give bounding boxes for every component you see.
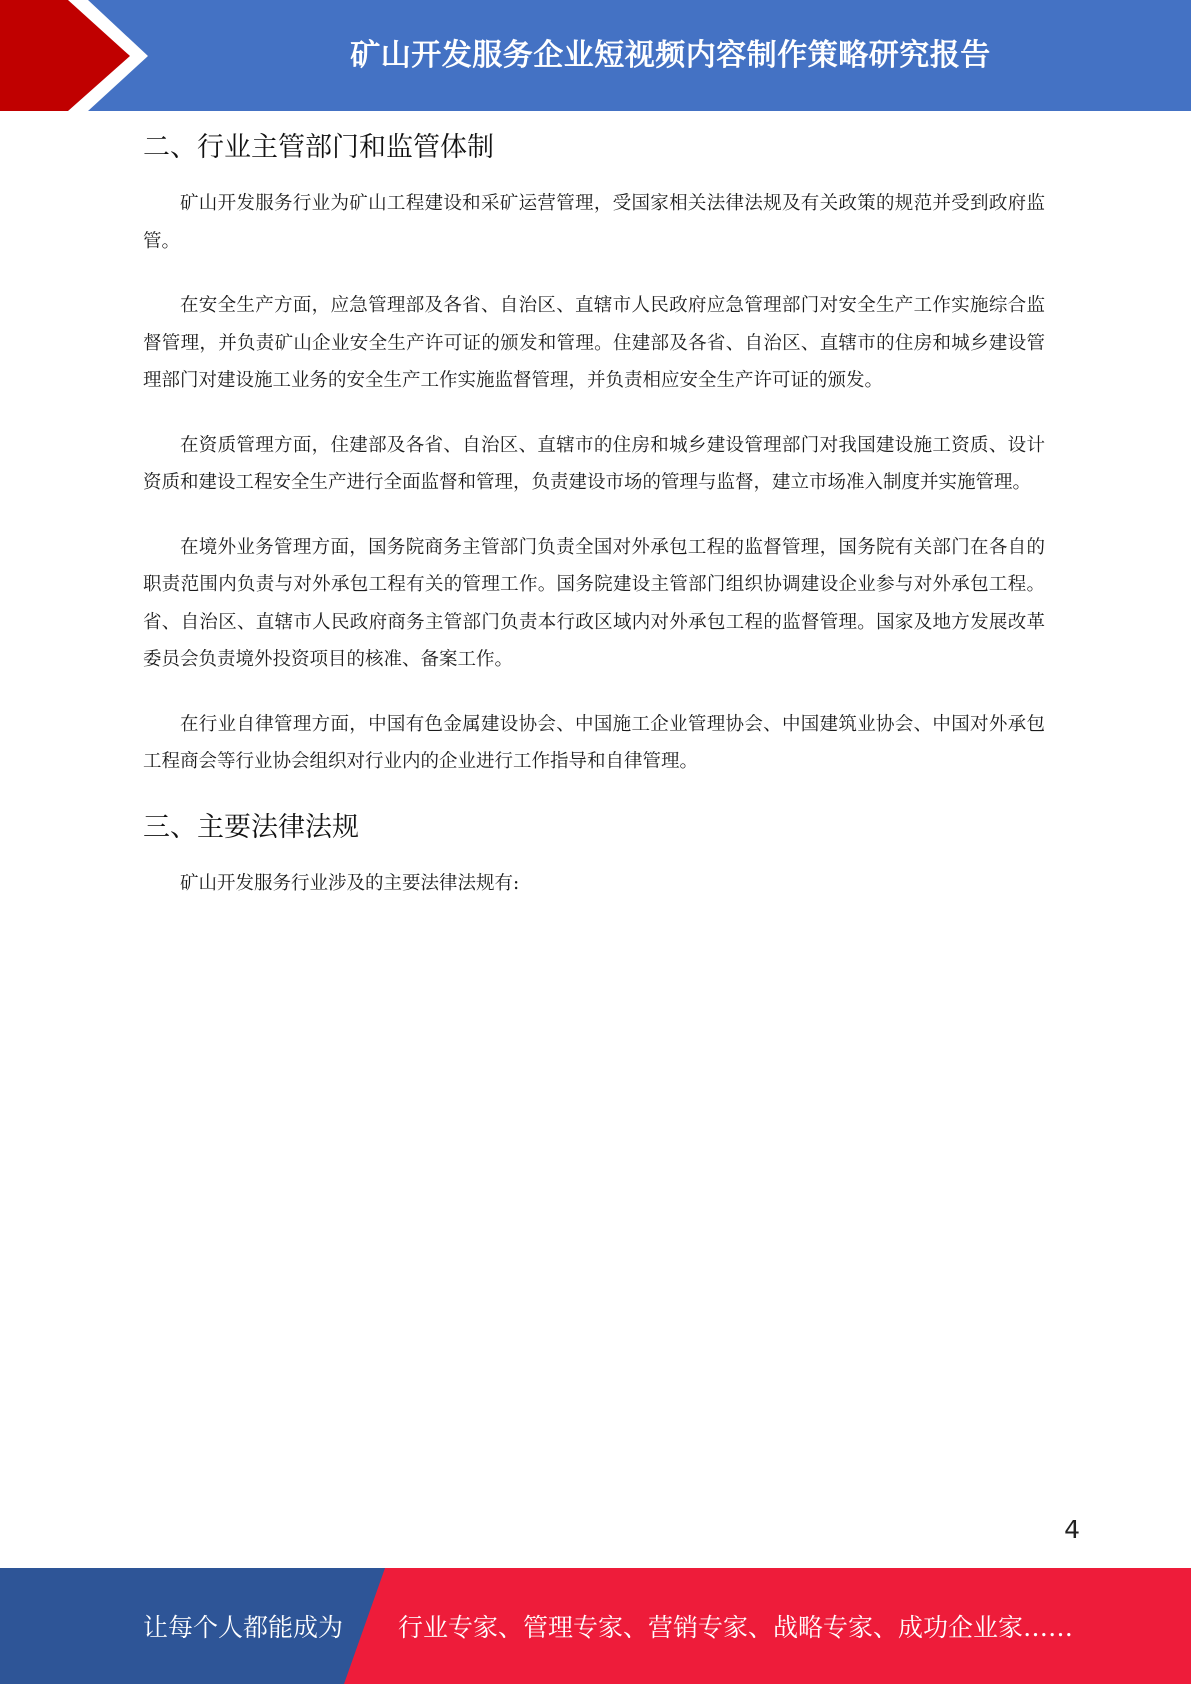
paragraph-qualification: 在资质管理方面，住建部及各省、自治区、直辖市的住房和城乡建设管理部门对我国建设施工资质、设计资质和建设工程安全生产进行全面监督和管理，负责建设市场的管理与监督，建立市场准入制度并实施管理。: [143, 434, 1045, 493]
document-body: [143, 128, 1045, 902]
paragraph-overseas: 在境外业务管理方面，国务院商务主管部门负责全国对外承包工程的监督管理，国务院有关部门在各自的职责范围内负责与对外承包工程有关的管理工作。国务院建设主管部门组织协调建设企业参与对外承包工程。省、自治区、直辖市人民政府商务主管部门负责本行政区域内对外承包工程的监督管理。国家及地方发展改革委员会负责境外投资项目的核准、备案工作。: [143, 536, 1045, 670]
page-header: [0, 0, 1191, 111]
paragraph-intro: 矿山开发服务行业为矿山工程建设和采矿运营管理，受国家相关法律法规及有关政策的规范并受到政府监管。: [143, 193, 1045, 252]
footer-slogan-right: 行业专家、管理专家、营销专家、战略专家、成功企业家……: [398, 1613, 1074, 1642]
paragraph-safety: 在安全生产方面，应急管理部及各省、自治区、直辖市人民政府应急管理部门对安全生产工作实施综合监督管理，并负责矿山企业安全生产许可证的颁发和管理。住建部及各省、自治区、直辖市的住房和城乡建设管理部门对建设施工业务的安全生产工作实施监督管理，并负责相应安全生产许可证的颁发。: [143, 295, 1045, 391]
section-heading-regulation: 二、行业主管部门和监管体制: [143, 132, 494, 163]
page-footer: [0, 1568, 1191, 1684]
paragraph-laws-intro: 矿山开发服务行业涉及的主要法律法规有:: [180, 872, 520, 894]
footer-slogan-left: 让每个人都能成为: [143, 1613, 344, 1642]
section-heading-laws: 三、主要法律法规: [143, 811, 359, 843]
page-number: 4: [1064, 1515, 1080, 1544]
report-title: 矿山开发服务企业短视频内容制作策略研究报告: [350, 38, 991, 73]
header-red-chevron: [0, 0, 148, 111]
paragraph-self-regulation: 在行业自律管理方面，中国有色金属建设协会、中国施工企业管理协会、中国建筑业协会、中国对外承包工程商会等行业协会组织对行业内的企业进行工作指导和自律管理。: [143, 713, 1045, 772]
